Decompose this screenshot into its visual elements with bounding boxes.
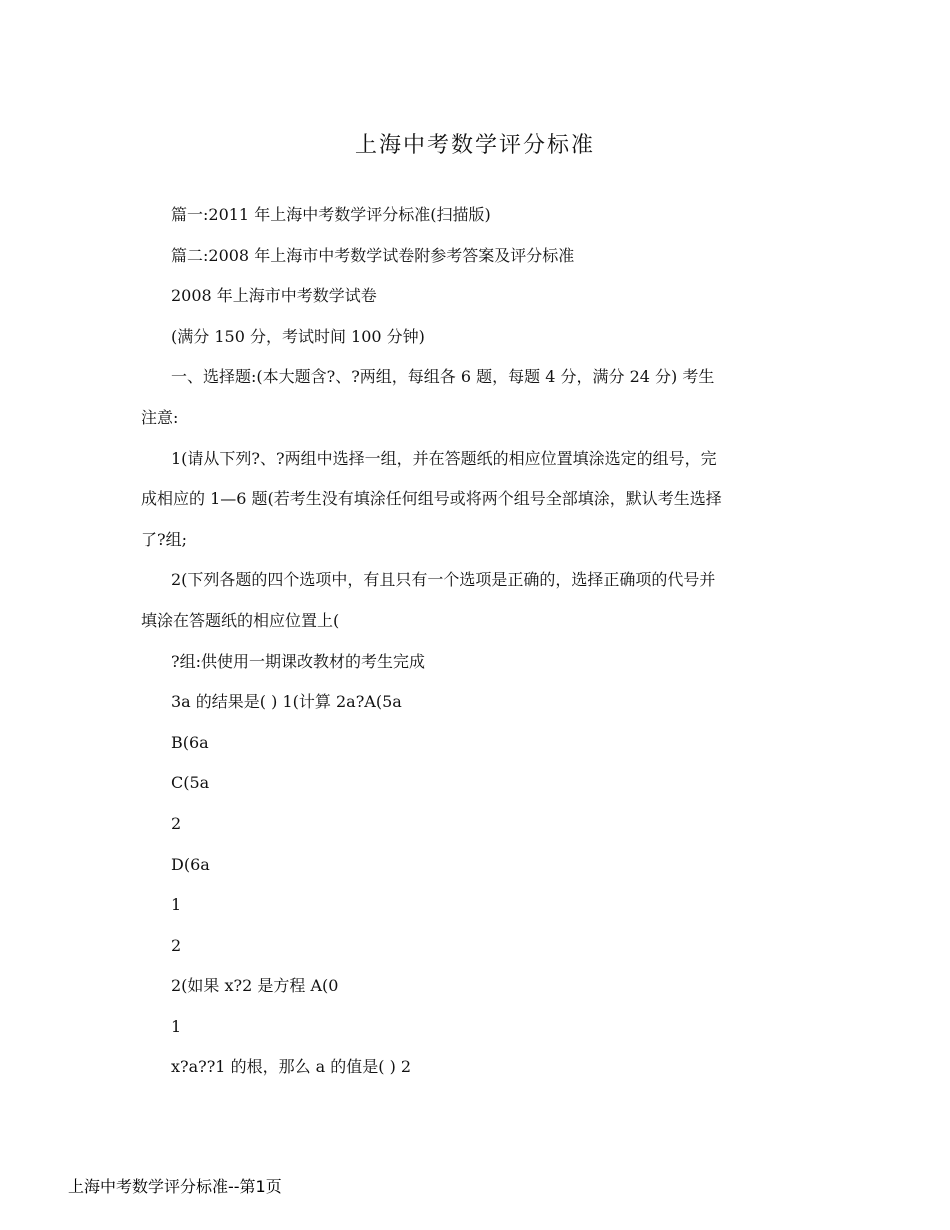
text-line: 一、选择题:(本大题含?、?两组，每组各 6 题，每题 4 分，满分 24 分) 考生	[171, 367, 715, 387]
text-line: 2(下列各题的四个选项中，有且只有一个选项是正确的，选择正确项的代号并	[171, 570, 716, 590]
document-title: 上海中考数学评分标准	[354, 133, 595, 158]
text-line: 2	[171, 813, 182, 833]
text-line: 了?组;	[141, 529, 187, 549]
document-body	[141, 195, 831, 1088]
text-line: 1	[171, 1016, 182, 1036]
text-line: 篇二:2008 年上海市中考数学试卷附参考答案及评分标准	[171, 245, 575, 265]
text-line: B(6a	[171, 732, 209, 752]
text-line: (满分 150 分，考试时间 100 分钟)	[171, 326, 425, 346]
text-line: ?组:供使用一期课改教材的考生完成	[171, 651, 425, 671]
text-line: 成相应的 1—6 题(若考生没有填涂任何组号或将两个组号全部填涂，默认考生选择	[141, 489, 722, 509]
text-line: 2(如果 x?2 是方程 A(0	[171, 976, 339, 996]
text-line: 篇一:2011 年上海中考数学评分标准(扫描版)	[171, 205, 491, 224]
page-footer: 上海中考数学评分标准--第1页	[68, 1177, 282, 1196]
text-line: 填涂在答题纸的相应位置上(	[141, 610, 340, 630]
text-line: 注意:	[141, 407, 179, 427]
text-line: 1	[171, 895, 182, 915]
text-line: D(6a	[171, 854, 210, 874]
text-line: C(5a	[171, 773, 210, 793]
text-line: 2008 年上海市中考数学试卷	[171, 286, 377, 306]
text-line: 1(请从下列?、?两组中选择一组，并在答题纸的相应位置填涂选定的组号，完	[171, 448, 717, 468]
text-line: 3a 的结果是( ) 1(计算 2a?A(5a	[171, 692, 402, 712]
text-line: 2	[171, 935, 182, 955]
text-line: x?a??1 的根，那么 a 的值是( ) 2	[171, 1057, 412, 1077]
